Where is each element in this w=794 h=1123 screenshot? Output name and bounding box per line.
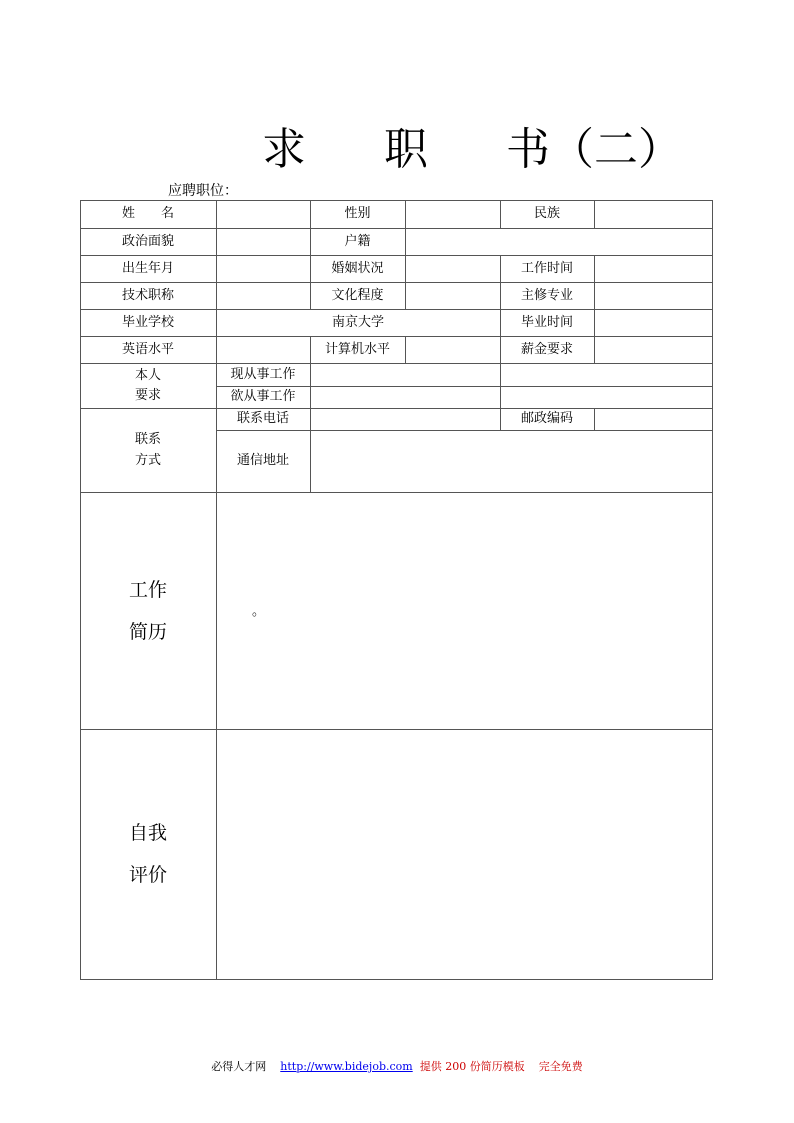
work-time-label: 工作时间 [520, 260, 573, 276]
education-label: 文化程度 [331, 287, 384, 303]
marital-label: 婚姻状况 [331, 260, 384, 276]
self-eval-label [80, 729, 216, 979]
postcode-label: 邮政编码 [520, 411, 573, 426]
name-label: 姓 名 [121, 206, 174, 221]
phone-label: 联系电话 [236, 411, 289, 426]
major-label: 主修专业 [520, 287, 573, 303]
birth-label: 出生年月 [121, 260, 174, 276]
contact-label [80, 408, 216, 492]
footer-text-2: 完全免费 [538, 1060, 583, 1073]
requirements-label [80, 363, 216, 408]
table-border-right [712, 200, 713, 980]
address-label: 通信地址 [236, 453, 289, 468]
col-line [594, 408, 595, 431]
position-label: 应聘职位： [168, 183, 238, 199]
salary-label: 薪金要求 [520, 341, 573, 357]
title-char-2: 职 [384, 124, 428, 175]
self-eval-label-2: 评价 [128, 864, 167, 886]
tech-title-label: 技术职称 [121, 287, 174, 303]
school-value: 南京大学 [331, 314, 384, 330]
table-border-bottom [80, 979, 713, 980]
experience-label [80, 492, 216, 729]
col-line [405, 200, 406, 309]
self-eval-label-1: 自我 [128, 822, 167, 844]
english-label: 英语水平 [121, 341, 174, 357]
col-line [310, 363, 311, 493]
grad-time-label: 毕业时间 [520, 314, 573, 330]
school-label: 毕业学校 [121, 314, 174, 330]
experience-label-2: 简历 [128, 620, 167, 643]
desired-job-label: 欲从事工作 [230, 389, 296, 404]
computer-label: 计算机水平 [324, 341, 390, 357]
requirements-label-2: 要求 [134, 387, 161, 403]
requirements-label-1: 本人 [134, 367, 161, 383]
politics-label: 政治面貌 [121, 233, 174, 249]
contact-label-2: 方式 [134, 453, 161, 468]
contact-label-1: 联系 [134, 432, 161, 447]
title-char-1: 求 [262, 124, 306, 175]
gender-label: 性别 [344, 206, 371, 221]
col-line [594, 200, 595, 228]
footer [0, 1060, 794, 1074]
col-line [405, 336, 406, 364]
title-char-3: 书（二） [506, 124, 682, 175]
experience-label-1: 工作 [128, 578, 167, 601]
footer-site: 必得人才网 [211, 1060, 267, 1073]
col-line [594, 255, 595, 364]
current-job-label: 现从事工作 [230, 366, 296, 382]
hukou-label: 户籍 [344, 233, 371, 249]
footer-link[interactable]: http://www.bidejob.com [280, 1060, 413, 1073]
experience-content: 。 [252, 604, 266, 619]
footer-text-1: 提供 200 份简历模板 [419, 1060, 525, 1073]
ethnicity-label: 民族 [533, 206, 560, 221]
